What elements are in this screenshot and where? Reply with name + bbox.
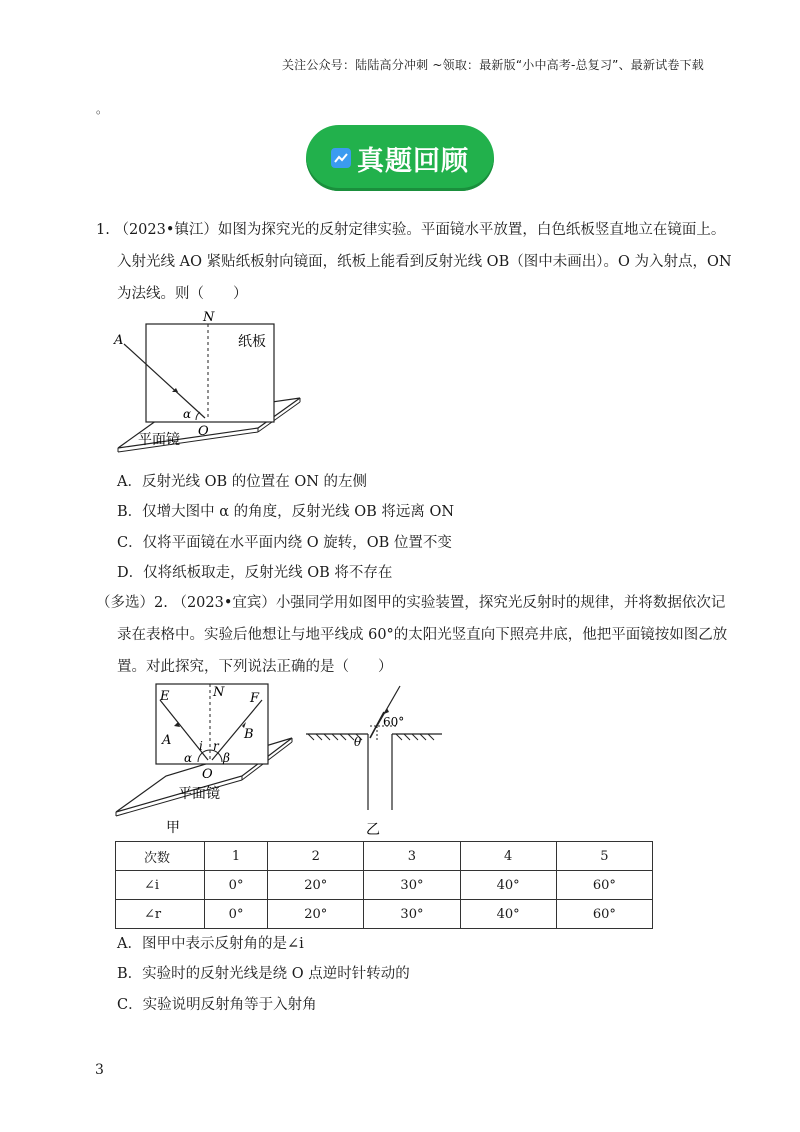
q1-line2: 入射光线 AO 紧贴纸板射向镜面，纸板上能看到反射光线 OB（图中未画出）。O 为入射点，ON bbox=[117, 254, 732, 270]
table-cell: 20° bbox=[268, 871, 364, 900]
table-cell: 60° bbox=[556, 871, 652, 900]
table-row bbox=[116, 900, 653, 929]
label-mirror: 平面镜 bbox=[138, 432, 180, 448]
table-cell: 1 bbox=[205, 842, 268, 871]
q1-line1: 1. （2023•镇江）如图为探究光的反射定律实验。平面镜水平放置，白色纸板竖直地立在镜面上。 bbox=[96, 222, 726, 238]
label-board: 纸板 bbox=[238, 334, 266, 350]
table-row bbox=[116, 871, 653, 900]
data-table bbox=[115, 841, 653, 929]
label-O: O bbox=[202, 767, 213, 782]
q2-line3: 置。对此探究，下列说法正确的是（ ） bbox=[117, 659, 393, 675]
q2-option-b: B．实验时的反射光线是绕 O 点逆时针转动的 bbox=[117, 966, 410, 982]
label-r: r bbox=[213, 739, 219, 753]
caption-yi: 乙 bbox=[366, 822, 380, 838]
label-alpha: α bbox=[184, 751, 193, 765]
label-F: F bbox=[250, 691, 260, 706]
table-cell: 2 bbox=[268, 842, 364, 871]
label-N: N bbox=[203, 310, 215, 325]
table-cell: 60° bbox=[556, 900, 652, 929]
table-cell: 30° bbox=[364, 900, 460, 929]
q1-figure bbox=[110, 308, 310, 458]
label-beta: β bbox=[223, 751, 230, 765]
table-cell: ∠r bbox=[116, 900, 205, 929]
q1-option-a: A．反射光线 OB 的位置在 ON 的左侧 bbox=[117, 474, 368, 490]
label-mirror: 平面镜 bbox=[178, 786, 220, 802]
table-cell: 5 bbox=[556, 842, 652, 871]
banner-title: 真题回顾 bbox=[357, 145, 469, 177]
q1-line3: 为法线。则（ ） bbox=[117, 286, 248, 302]
table-cell: 4 bbox=[460, 842, 556, 871]
q2-option-a: A．图甲中表示反射角的是∠i bbox=[117, 936, 304, 952]
table-cell: 40° bbox=[460, 871, 556, 900]
chart-icon bbox=[331, 148, 351, 168]
table-cell: ∠i bbox=[116, 871, 205, 900]
label-B: B bbox=[244, 727, 254, 742]
table-cell: 20° bbox=[268, 900, 364, 929]
q2-figure-b bbox=[300, 682, 450, 840]
label-E: E bbox=[160, 689, 170, 704]
table-cell: 30° bbox=[364, 871, 460, 900]
table-cell: 40° bbox=[460, 900, 556, 929]
label-alpha: α bbox=[183, 407, 192, 421]
label-A: A bbox=[162, 733, 172, 748]
page-number: 3 bbox=[95, 1062, 104, 1078]
q1-option-b: B．仅增大图中 α 的角度，反射光线 OB 将远离 ON bbox=[117, 504, 455, 520]
table-cell: 0° bbox=[205, 900, 268, 929]
table-cell: 3 bbox=[364, 842, 460, 871]
table-row bbox=[116, 842, 653, 871]
q2-option-c: C．实验说明反射角等于入射角 bbox=[117, 997, 317, 1013]
leading-mark: 。 bbox=[96, 102, 109, 116]
label-i: i bbox=[199, 739, 203, 753]
label-60: 60° bbox=[383, 715, 405, 729]
label-O: O bbox=[198, 424, 209, 439]
q2-line2: 录在表格中。实验后他想让与地平线成 60°的太阳光竖直向下照亮井底，他把平面镜按如图乙放 bbox=[117, 627, 728, 643]
q2-line1: （多选）2. （2023•宜宾）小强同学用如图甲的实验装置，探究光反射时的规律，并将数据依次记 bbox=[96, 595, 726, 611]
q1-option-c: C．仅将平面镜在水平面内绕 O 旋转，OB 位置不变 bbox=[117, 535, 452, 551]
table-cell: 0° bbox=[205, 871, 268, 900]
q2-figure-a bbox=[110, 680, 300, 840]
label-theta: θ bbox=[354, 735, 362, 749]
caption-jia: 甲 bbox=[166, 820, 180, 836]
q1-option-d: D．仅将纸板取走，反射光线 OB 将不存在 bbox=[117, 565, 393, 581]
page-header: 关注公众号：陆陆高分冲刺 ~领取：最新版“小中高考-总复习”、最新试卷下载 bbox=[281, 58, 704, 72]
section-banner bbox=[306, 125, 494, 191]
label-N: N bbox=[213, 685, 225, 700]
table-cell: 次数 bbox=[116, 842, 205, 871]
label-A: A bbox=[114, 333, 124, 348]
